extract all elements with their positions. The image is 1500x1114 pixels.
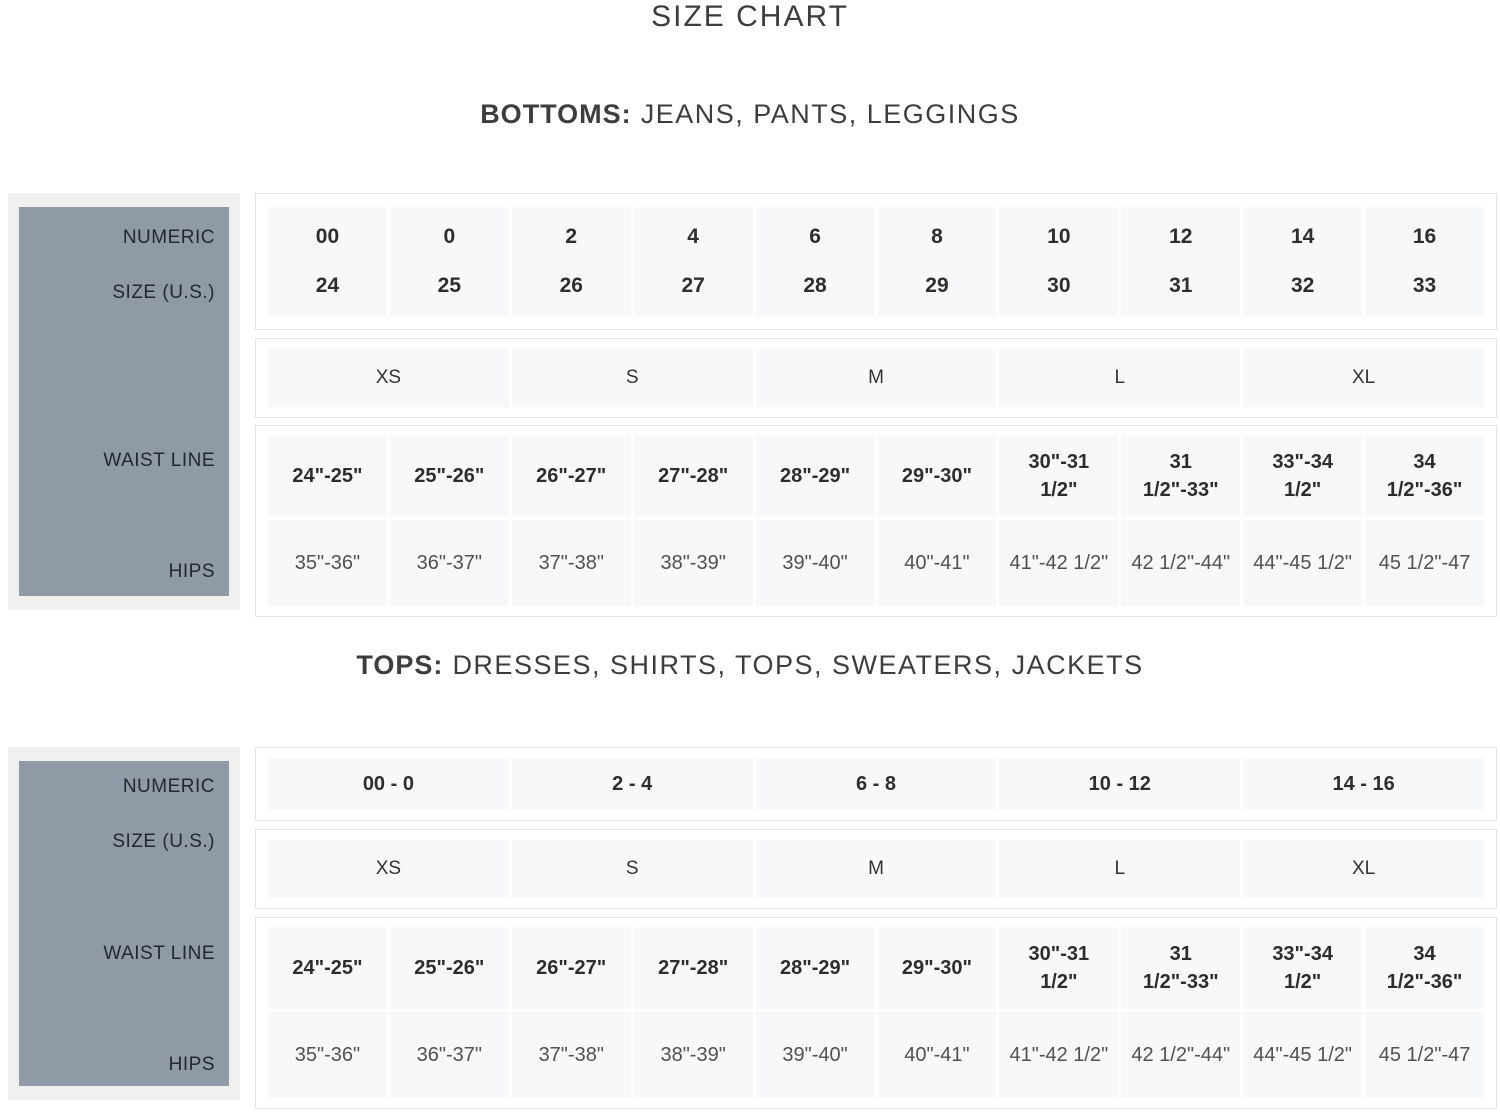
size-value-line: 14 <box>1290 225 1315 248</box>
tops-heading-label: TOPS: <box>356 650 444 680</box>
numeric-size-cell: 14 - 16 <box>1243 758 1484 810</box>
waist-measure-cell: 29"-30" <box>878 927 997 1009</box>
waist-measure-cell: 29"-30" <box>878 435 997 517</box>
numeric-size-cell <box>999 207 1118 316</box>
numeric-size-cell: 10 - 12 <box>999 758 1240 810</box>
waist-measure-cell: 34 1/2"-36" <box>1365 435 1484 517</box>
bottoms-heading-items: JEANS, PANTS, LEGGINGS <box>640 99 1020 129</box>
row-label-waist-line: WAIST LINE <box>103 943 215 964</box>
waist-measure-cell: 25"-26" <box>390 927 509 1009</box>
row-label-numeric: NUMERIC <box>122 227 215 248</box>
size-value-line: 12 <box>1169 225 1193 248</box>
hips-measure-cell: 35"-36" <box>268 1012 387 1098</box>
size-value-line: 10 <box>1047 225 1071 248</box>
tops-table <box>255 747 1497 1109</box>
letter-size-cell: M <box>756 840 997 898</box>
waist-measure-cell: 30"-31 1/2" <box>999 927 1118 1009</box>
waist-measure-cell: 33"-34 1/2" <box>1243 435 1362 517</box>
letter-size-cell: S <box>512 840 753 898</box>
size-value-line: 24 <box>315 274 340 297</box>
letter-size-cell: M <box>756 349 997 407</box>
size-value-line: 2 <box>565 225 578 248</box>
size-value-line: 31 <box>1169 274 1193 297</box>
bottoms-measurements-band <box>255 425 1497 617</box>
numeric-size-cell: 2 - 4 <box>512 758 753 810</box>
hips-measure-cell: 42 1/2"-44" <box>1121 1012 1240 1098</box>
hips-measure-cell: 39"-40" <box>756 1012 875 1098</box>
letter-size-cell: S <box>512 349 753 407</box>
numeric-size-cell <box>1121 207 1240 316</box>
tops-hips-row <box>268 1012 1484 1098</box>
hips-measure-cell: 45 1/2"-47 <box>1365 1012 1484 1098</box>
hips-measure-cell: 36"-37" <box>390 1012 509 1098</box>
hips-measure-cell: 38"-39" <box>634 1012 753 1098</box>
tops-row-label-panel <box>8 747 240 1100</box>
waist-measure-cell: 24"-25" <box>268 435 387 517</box>
bottoms-size-chart-section <box>0 96 1500 617</box>
bottoms-numeric-size-band <box>255 193 1497 330</box>
numeric-size-cell <box>512 207 631 316</box>
size-value-line: 8 <box>931 225 943 248</box>
page-title: SIZE CHART <box>651 0 849 33</box>
numeric-size-cell <box>1365 207 1484 316</box>
size-value-line: 30 <box>1047 274 1071 297</box>
bottoms-row-label-panel <box>8 193 240 610</box>
numeric-size-cell <box>634 207 753 316</box>
hips-measure-cell: 37"-38" <box>512 520 631 606</box>
row-label-hips: HIPS <box>168 1054 215 1075</box>
tops-numeric-size-band <box>255 747 1497 821</box>
size-value-line: 28 <box>803 274 827 297</box>
bottoms-hips-row <box>268 520 1484 606</box>
size-value-line: 29 <box>925 274 949 297</box>
hips-measure-cell: 42 1/2"-44" <box>1121 520 1240 606</box>
letter-size-cell: L <box>999 349 1240 407</box>
tops-section-heading <box>0 647 1500 683</box>
tops-row-label-box <box>19 761 229 1086</box>
waist-measure-cell: 30"-31 1/2" <box>999 435 1118 517</box>
numeric-size-cell: 00 - 0 <box>268 758 509 810</box>
letter-size-cell: XS <box>268 840 509 898</box>
bottoms-chart <box>0 193 1500 617</box>
size-value-line: 27 <box>681 274 705 297</box>
bottoms-table <box>255 193 1497 617</box>
size-value-line: 25 <box>437 274 462 297</box>
waist-measure-cell: 28"-29" <box>756 927 875 1009</box>
tops-chart <box>0 747 1500 1109</box>
waist-measure-cell: 24"-25" <box>268 927 387 1009</box>
hips-measure-cell: 38"-39" <box>634 520 753 606</box>
hips-measure-cell: 41"-42 1/2" <box>999 520 1118 606</box>
size-value-line: 4 <box>687 225 699 248</box>
size-value-line: 00 <box>315 225 340 248</box>
waist-measure-cell: 33"-34 1/2" <box>1243 927 1362 1009</box>
waist-measure-cell: 31 1/2"-33" <box>1121 927 1240 1009</box>
row-label-waist-line: WAIST LINE <box>103 450 215 471</box>
size-value-line: 33 <box>1412 274 1437 297</box>
bottoms-row-label-box <box>19 207 229 596</box>
numeric-size-cell <box>1243 207 1362 316</box>
size-value-line: 32 <box>1290 274 1315 297</box>
row-label-size-us: SIZE (U.S.) <box>112 831 215 852</box>
row-label-numeric: NUMERIC <box>122 776 215 797</box>
waist-measure-cell: 31 1/2"-33" <box>1121 435 1240 517</box>
row-label-hips: HIPS <box>168 561 215 582</box>
hips-measure-cell: 36"-37" <box>390 520 509 606</box>
letter-size-cell: XL <box>1243 840 1484 898</box>
numeric-size-cell <box>390 207 509 316</box>
size-value-line: 6 <box>809 225 821 248</box>
waist-measure-cell: 28"-29" <box>756 435 875 517</box>
numeric-size-cell <box>756 207 875 316</box>
tops-measurements-band <box>255 917 1497 1109</box>
hips-measure-cell: 45 1/2"-47 <box>1365 520 1484 606</box>
waist-measure-cell: 27"-28" <box>634 927 753 1009</box>
size-value-line: 0 <box>443 225 456 248</box>
tops-size-chart-section <box>0 647 1500 1109</box>
numeric-size-cell: 6 - 8 <box>756 758 997 810</box>
letter-size-cell: L <box>999 840 1240 898</box>
waist-measure-cell: 27"-28" <box>634 435 753 517</box>
hips-measure-cell: 37"-38" <box>512 1012 631 1098</box>
letter-size-cell: XL <box>1243 349 1484 407</box>
tops-letter-size-band <box>255 829 1497 909</box>
hips-measure-cell: 40"-41" <box>878 520 997 606</box>
numeric-size-cell <box>268 207 387 316</box>
tops-heading-items: DRESSES, SHIRTS, TOPS, SWEATERS, JACKETS <box>452 650 1144 680</box>
hips-measure-cell: 35"-36" <box>268 520 387 606</box>
tops-waist-row <box>268 927 1484 1009</box>
size-value-line: 16 <box>1412 225 1437 248</box>
hips-measure-cell: 44"-45 1/2" <box>1243 1012 1362 1098</box>
row-label-size-us: SIZE (U.S.) <box>112 282 215 303</box>
waist-measure-cell: 26"-27" <box>512 927 631 1009</box>
waist-measure-cell: 34 1/2"-36" <box>1365 927 1484 1009</box>
waist-measure-cell: 26"-27" <box>512 435 631 517</box>
bottoms-letter-size-band <box>255 338 1497 418</box>
bottoms-heading-label: BOTTOMS: <box>480 99 632 129</box>
hips-measure-cell: 44"-45 1/2" <box>1243 520 1362 606</box>
size-value-line: 26 <box>559 274 583 297</box>
hips-measure-cell: 39"-40" <box>756 520 875 606</box>
hips-measure-cell: 41"-42 1/2" <box>999 1012 1118 1098</box>
bottoms-waist-row <box>268 435 1484 517</box>
numeric-size-cell <box>878 207 997 316</box>
letter-size-cell: XS <box>268 349 509 407</box>
waist-measure-cell: 25"-26" <box>390 435 509 517</box>
bottoms-section-heading <box>0 96 1500 132</box>
hips-measure-cell: 40"-41" <box>878 1012 997 1098</box>
